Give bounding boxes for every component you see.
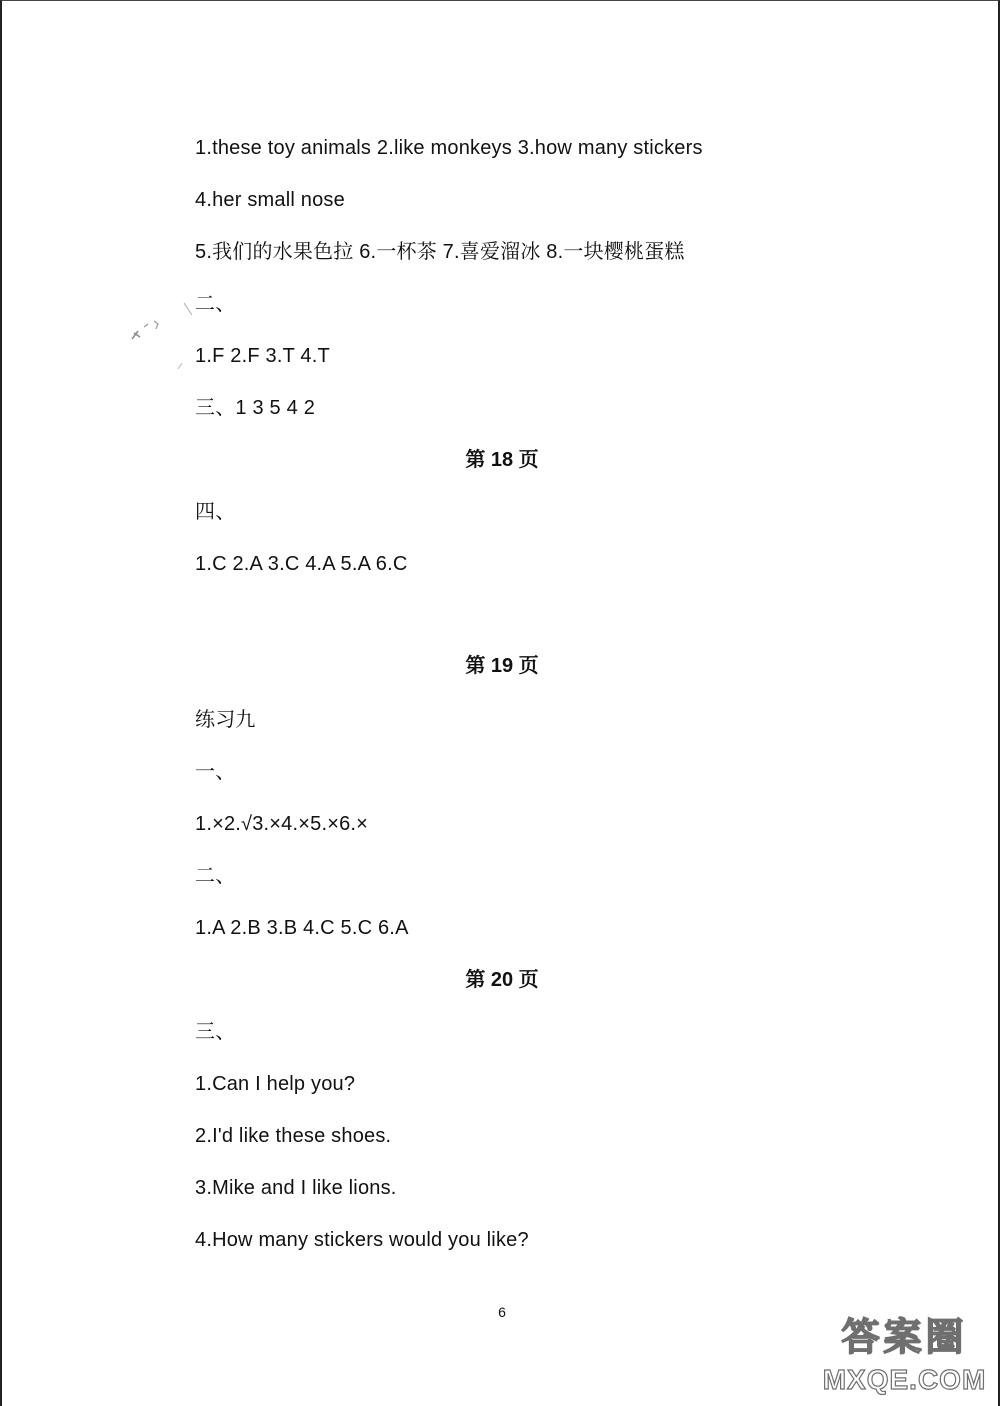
section-label: 四、 <box>195 501 236 523</box>
section-label: 三、 <box>195 1021 236 1043</box>
answer-line: 4.How many stickers would you like? <box>195 1229 529 1251</box>
answer-line: 1.these toy animals 2.like monkeys 3.how many stickers <box>195 137 703 159</box>
watermark-logo <box>812 1316 997 1404</box>
answer-line: 1.F 2.F 3.T 4.T <box>195 345 330 367</box>
answer-line: 1.Can I help you? <box>195 1073 356 1095</box>
section-label: 二、 <box>195 865 236 887</box>
answer-line: 1.A 2.B 3.B 4.C 5.C 6.A <box>195 917 409 939</box>
answer-line: 1.C 2.A 3.C 4.A 5.A 6.C <box>195 553 408 575</box>
answer-line: 3.Mike and I like lions. <box>195 1177 397 1199</box>
section-label: 一、 <box>195 761 236 783</box>
page-heading: 第 20 页 <box>465 969 539 991</box>
answer-line: 4.her small nose <box>195 189 345 211</box>
exercise-title: 练习九 <box>195 709 256 731</box>
watermark-bottom-text: MXQE.COM <box>822 1364 987 1395</box>
answer-line: 2.I'd like these shoes. <box>195 1125 392 1147</box>
answer-line: 1.×2.√3.×4.×5.×6.× <box>195 813 369 835</box>
answer-line: 5.我们的水果色拉 6.一杯茶 7.喜爱溜冰 8.一块樱桃蛋糕 <box>195 241 685 263</box>
pencil-mark-icon <box>122 291 212 381</box>
page-number: 6 <box>498 1304 506 1320</box>
watermark-top-text: 答案圈 <box>841 1317 968 1359</box>
answer-line: 三、1 3 5 4 2 <box>195 397 316 419</box>
page-heading: 第 18 页 <box>465 449 539 471</box>
page-heading: 第 19 页 <box>465 655 539 677</box>
section-label: 二、 <box>195 293 236 315</box>
